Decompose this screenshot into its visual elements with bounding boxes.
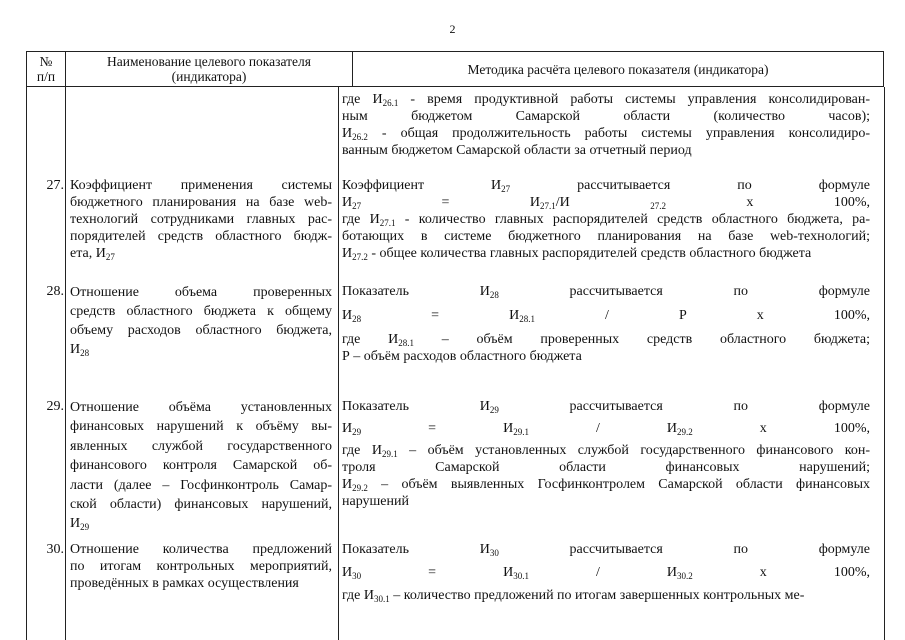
text-line: ботающих в системе бюджетного планирования на базе web-технологий; bbox=[342, 229, 870, 244]
text-line: ным бюджетом Самарской области (количество часов); bbox=[342, 109, 870, 124]
text-line: нарушений bbox=[342, 494, 409, 509]
header-number-line-2: п/п bbox=[36, 69, 56, 84]
row-29-method bbox=[342, 398, 870, 510]
text-line: технологий сотрудниками главных рас- bbox=[70, 212, 332, 227]
row-29-number: 29. bbox=[46, 399, 64, 414]
header-number-column bbox=[27, 52, 66, 87]
header-number-line-1: № bbox=[39, 54, 53, 69]
row-28-name bbox=[70, 283, 332, 359]
row-27-name bbox=[70, 177, 332, 262]
text-line: троля Самарской области финансовых нарушений; bbox=[342, 460, 870, 475]
text-line: Отношение объёма установленных bbox=[70, 400, 332, 415]
row-30-method bbox=[342, 541, 870, 604]
right-border bbox=[884, 87, 885, 640]
text-line: проведённых в рамках осуществления bbox=[70, 576, 299, 591]
text-line: Р – объём расходов областного бюджета bbox=[342, 349, 582, 364]
text-line: где $И_{26.1}$ - время продуктивной работы системы управления консолидирован- bbox=[342, 92, 870, 108]
row-28-number: 28. bbox=[46, 284, 64, 299]
text-line: $И_{29} = И_{29.1} / И_{29.2}$ х 100%, bbox=[342, 421, 870, 437]
text-line: $И_{27} = И_{27.1}/И$ $_{27.2}$ х 100%, bbox=[342, 195, 870, 211]
text-line: Показатель $И_{28}$ рассчитывается по формуле bbox=[342, 284, 870, 300]
text-line: где $И_{27.1}$ - количество главных распорядителей средств областного бюджета, ра- bbox=[342, 212, 870, 228]
table-header bbox=[26, 51, 884, 87]
row-28-method bbox=[342, 283, 870, 365]
header-name-line-1: Наименование целевого показателя bbox=[107, 54, 311, 69]
text-line: средств областного бюджета к общему bbox=[70, 304, 332, 319]
column-divider-1 bbox=[65, 87, 66, 640]
text-line: $И_{26.2}$ - общая продолжительность работы системы управления консолидиро- bbox=[342, 126, 870, 142]
text-line: Показатель $И_{30}$ рассчитывается по формуле bbox=[342, 542, 870, 558]
row-29-name bbox=[70, 398, 332, 534]
left-border bbox=[26, 87, 27, 640]
text-line: где $И_{28.1}$ – объём проверенных средств областного бюджета; bbox=[342, 332, 871, 348]
row-30-number: 30. bbox=[46, 542, 64, 557]
text-line: ета, $И_{27}$ bbox=[70, 246, 115, 262]
text-line: ской области) финансовых нарушений, bbox=[70, 497, 332, 513]
header-method-column: Методика расчёта целевого показателя (индикатора) bbox=[353, 52, 884, 87]
text-line: Отношение объема проверенных bbox=[70, 285, 332, 300]
text-line: Коэффициент $И_{27}$ рассчитывается по формуле bbox=[342, 178, 870, 194]
text-line: порядителей средств областного бюдж- bbox=[70, 229, 332, 244]
text-line: $И_{30} = И_{30.1} / И_{30.2}$ х 100%, bbox=[342, 565, 870, 581]
text-line: $И_{29}$ bbox=[70, 516, 90, 533]
row-30-name bbox=[70, 541, 332, 592]
text-line: по итогам контрольных мероприятий, bbox=[70, 559, 332, 574]
text-line: $И_{27.2}$ - общее количества главных распорядителей средств областного бюджета bbox=[342, 246, 812, 262]
text-line: финансового контроля Самарской об- bbox=[70, 458, 332, 474]
header-name-column bbox=[66, 52, 353, 87]
text-line: где $И_{30.1}$ – количество предложений по итогам завершенных контрольных ме- bbox=[342, 588, 805, 604]
text-line: финансовых нарушений к объёму вы- bbox=[70, 419, 332, 435]
row-27-number: 27. bbox=[46, 178, 64, 193]
text-line: $И_{28}$ bbox=[70, 342, 90, 358]
text-line: Показатель $И_{29}$ рассчитывается по формуле bbox=[342, 399, 870, 415]
row-27-method bbox=[342, 177, 870, 262]
column-divider-2 bbox=[338, 87, 339, 640]
continuation-method bbox=[342, 91, 870, 159]
page-number: 2 bbox=[449, 22, 456, 36]
text-line: ласти (далее – Госфинконтроль Самар- bbox=[70, 477, 332, 493]
text-line: $И_{29.2}$ – объём выявленных Госфинконтролем Самарской области финансовых bbox=[342, 477, 870, 493]
text-line: $И_{28} = И_{28.1} / Р$ х 100%, bbox=[342, 308, 870, 324]
text-line: ванным бюджетом Самарской области за отчетный период bbox=[342, 143, 692, 158]
text-line: бюджетного планирования на базе web- bbox=[70, 195, 332, 210]
header-name-line-2: (индикатора) bbox=[171, 69, 247, 84]
text-line: Коэффициент применения системы bbox=[70, 178, 332, 193]
text-line: явленных службой государственного bbox=[70, 438, 332, 454]
text-line: Отношение количества предложений bbox=[70, 542, 332, 557]
text-line: объему расходов областного бюджета, bbox=[70, 323, 332, 338]
text-line: где $И_{29.1}$ – объём установленных службой государственного финансового кон- bbox=[342, 443, 870, 459]
